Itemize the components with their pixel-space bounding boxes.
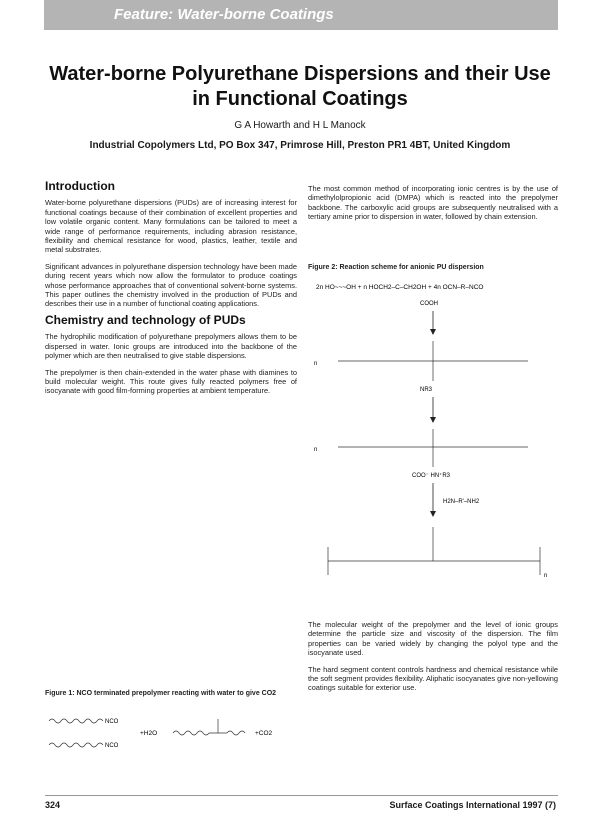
fig2-arrowhead-1: [430, 329, 436, 335]
intro-paragraph-1: Water-borne polyurethane dispersions (PUDs) are of increasing interest for functional coatings because of their combination of excellent properties and low volatile organic content. Many formulations can be tailored to meet a wide range of performance requirements, including abrasion resistance, flexibility and chemical resistance for wood, plastics, leather, textile and metal substrates.: [45, 198, 297, 255]
chem-paragraph-1: The hydrophilic modification of polyurethane prepolymers allows them to be dispersed in water. Ionic groups are introduced into the backbone of the polymer which are then neutralised to give stable dispersions.: [45, 332, 297, 361]
fig2-arrowhead-3: [430, 511, 436, 517]
fig1-co2: +CO2: [255, 730, 273, 737]
fig2-step1-label: 2n HO~~~OH + n HOCH2–C–CH2OH + 4n OCN–R–NCO: [316, 284, 484, 291]
right-paragraph-2: The molecular weight of the prepolymer and the level of ionic groups determine the particle size and viscosity of the dispersion. The film properties can be varied widely by changing the polyol type and the isocyanate used.: [308, 620, 558, 658]
figure-1-caption: Figure 1: NCO terminated prepolymer reacting with water to give CO2: [45, 690, 277, 697]
figure-2: [308, 264, 558, 614]
fig2-n-2: n: [314, 447, 318, 453]
section-banner: [44, 0, 558, 30]
fig2-nr3-label: NR3: [420, 387, 433, 393]
fig1-chain-upper: [49, 719, 103, 723]
affiliation: Industrial Copolymers Ltd, PO Box 347, Primrose Hill, Preston PR1 4BT, United Kingdom: [89, 140, 511, 151]
intro-heading: Introduction: [45, 179, 115, 193]
fig2-n-1: n: [314, 361, 318, 367]
right-paragraph-3: The hard segment content controls hardness and chemical resistance while the soft segment provides flexibility. Aliphatic isocyanates give non-yellowing coatings suitable for exterior use.: [308, 664, 558, 693]
fig1-chain-lower: [49, 743, 103, 747]
fig2-n-3: n: [544, 573, 548, 579]
title-line-1: Water-borne Polyurethane Dispersions and their Use: [49, 63, 551, 85]
chem-paragraph-2: The prepolymer is then chain-extended in the water phase with diamines to build molecular weight. This route gives fully reacted polymers free of isocyanate with good film-forming properties at ambient temperature.: [45, 367, 297, 396]
right-column-top: [308, 184, 558, 229]
fig1-urea-chain-a: [173, 731, 209, 735]
fig2-h2n-label: H2N–R'–NH2: [443, 499, 480, 505]
section-label: Feature: Water-borne Coatings: [114, 6, 334, 23]
figure-1: [45, 690, 297, 780]
journal-citation: Surface Coatings International 1997 (7): [389, 800, 556, 810]
figure-2-caption: Figure 2: Reaction scheme for anionic PU dispersion: [308, 264, 484, 271]
fig2-coo-label: COO⁻ HN⁺R3: [412, 473, 451, 479]
fig2-arrowhead-2: [430, 417, 436, 423]
figure-1-diagram: [45, 697, 297, 773]
footer-rule: [45, 795, 558, 796]
fig1-urea-chain-b: [227, 731, 245, 735]
fig1-nco-a: NCO: [105, 719, 119, 725]
right-column-bottom: [308, 620, 558, 700]
authors: G A Howarth and H L Manock: [234, 120, 366, 131]
chem-heading: Chemistry and technology of PUDs: [45, 312, 246, 327]
left-column: [45, 179, 297, 403]
fig1-h2o: +H2O: [140, 730, 158, 737]
intro-paragraph-2: Significant advances in polyurethane dispersion technology have been made during recent years which now allow the formulator to produce coatings whose performance approaches that of conventional solvent-borne systems. This paper outlines the chemistry involved in the production of PUDs and describes their use in a number of functional coating applications.: [45, 261, 297, 309]
figure-2-diagram: [308, 271, 558, 607]
fig1-nco-b: NCO: [105, 743, 119, 749]
page-number: 324: [45, 800, 61, 810]
article-title: [30, 62, 570, 112]
fig2-cooh-label: COOH: [420, 301, 438, 307]
title-line-2: in Functional Coatings: [192, 88, 408, 110]
right-paragraph-1: The most common method of incorporating ionic centres is by the use of dimethylolpropionic acid (DMPA) which is reacted into the prepolymer backbone. The carboxylic acid groups are subsequently neutralised with a tertiary amine prior to dispersion in water, followed by chain extension.: [308, 184, 558, 222]
